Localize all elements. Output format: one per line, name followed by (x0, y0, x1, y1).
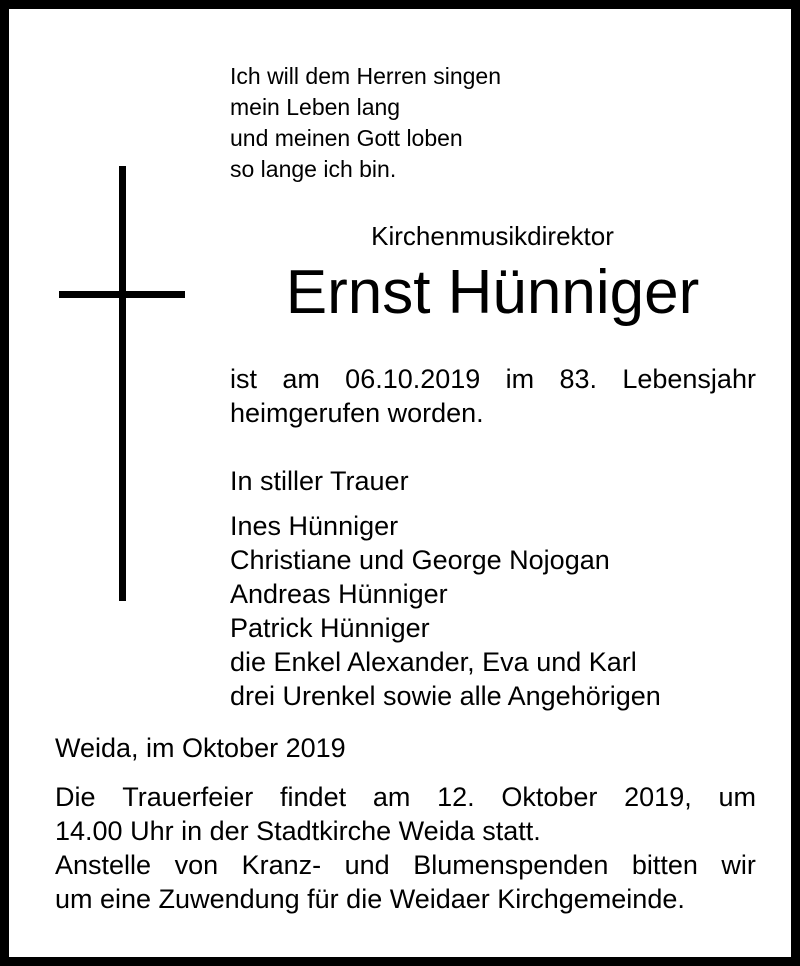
verse-line: so lange ich bin. (230, 156, 397, 182)
death-notice (230, 362, 756, 430)
mourner-item: Patrick Hünniger (230, 613, 430, 643)
funeral-word: von (174, 850, 219, 880)
place-date: Weida, im Oktober 2019 (55, 733, 346, 763)
mourner-item: Christiane und George Nojogan (230, 545, 610, 575)
mourner-item: Ines Hünniger (230, 511, 399, 541)
mourner-item: Andreas Hünniger (230, 579, 448, 609)
funeral-word: Oktober (501, 782, 598, 812)
funeral-info-line-2: 14.00 Uhr in der Stadtkirche Weida statt. (55, 816, 541, 846)
death-notice-line-2: heimgerufen worden. (230, 398, 484, 428)
funeral-word: 2019, (624, 782, 692, 812)
cross-icon-vertical-beam (119, 166, 126, 601)
death-notice-word: Lebensjahr (622, 364, 756, 394)
verse-line: und meinen Gott loben (230, 125, 463, 151)
funeral-word: Die (55, 782, 96, 812)
deceased-title: Kirchenmusikdirektor (371, 221, 614, 251)
scripture-verse (230, 61, 501, 185)
mourner-item: drei Urenkel sowie alle Angehörigen (230, 681, 661, 711)
funeral-word: Kranz- (241, 850, 322, 880)
mourner-item: die Enkel Alexander, Eva und Karl (230, 647, 637, 677)
death-date: 06.10.2019 (345, 364, 481, 394)
deceased-name: Ernst Hünniger (285, 258, 700, 327)
funeral-word: Anstelle (55, 850, 152, 880)
funeral-word: bitten (631, 850, 698, 880)
mourners-list (230, 509, 661, 713)
funeral-info (55, 780, 756, 916)
funeral-info-line-4: um eine Zuwendung für die Weidaer Kirchgemeinde. (55, 884, 685, 914)
death-notice-word: im (505, 364, 535, 394)
funeral-word: Trauerfeier (122, 782, 254, 812)
verse-line: Ich will dem Herren singen (230, 63, 502, 89)
verse-line: mein Leben lang (230, 94, 401, 120)
funeral-word: um (718, 782, 756, 812)
funeral-word: am (372, 782, 411, 812)
death-notice-word: ist (230, 364, 257, 394)
funeral-word: und (344, 850, 390, 880)
funeral-word: Blumenspenden (413, 850, 609, 880)
funeral-word: 12. (437, 782, 475, 812)
funeral-word: wir (721, 850, 756, 880)
cross-icon-horizontal-beam (59, 291, 185, 298)
mourning-heading: In stiller Trauer (230, 466, 409, 496)
death-notice-line-1 (230, 362, 756, 396)
funeral-info-line-3 (55, 848, 756, 882)
funeral-word: findet (280, 782, 347, 812)
funeral-info-line-1 (55, 780, 756, 814)
death-age: 83. (559, 364, 598, 394)
death-notice-word: am (282, 364, 320, 394)
